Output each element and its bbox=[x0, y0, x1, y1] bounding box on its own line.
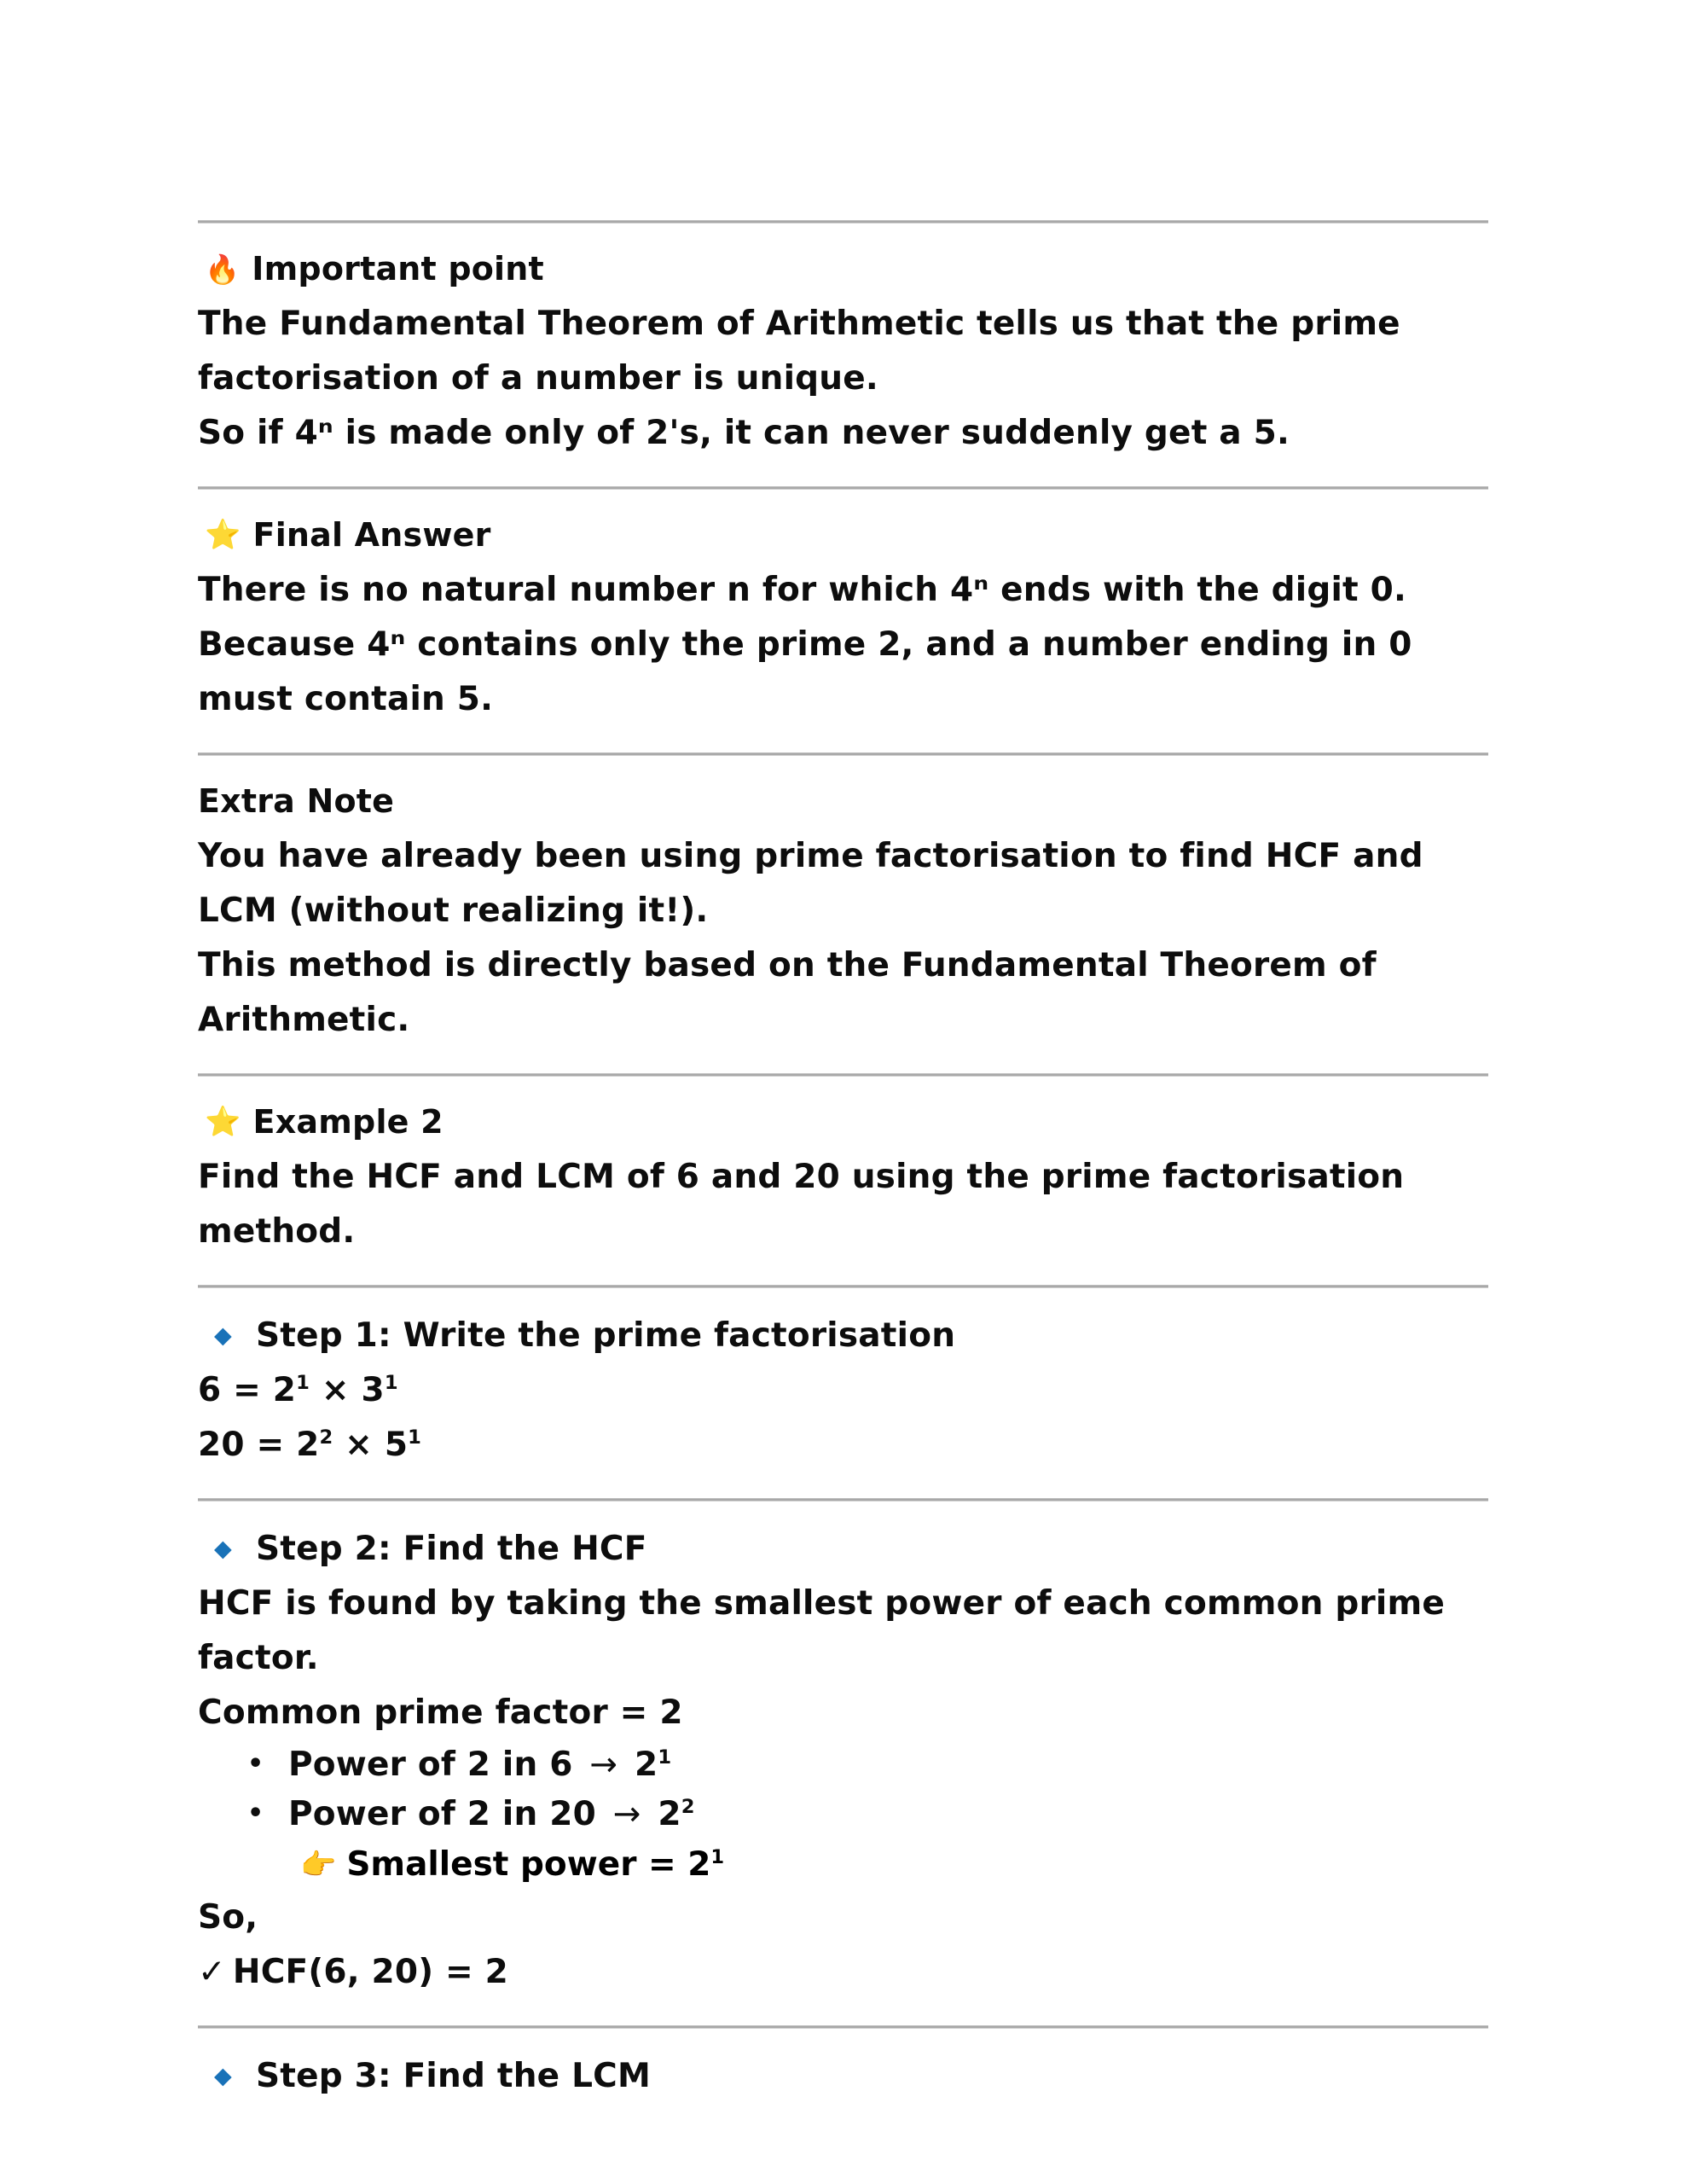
section-final-answer bbox=[198, 490, 1488, 752]
step-3-heading bbox=[198, 2053, 1488, 2100]
section-extra-note bbox=[198, 756, 1488, 1073]
paragraph-no-natural-number: There is no natural number n for which 4ⁿ ends with the digit 0. bbox=[198, 571, 1407, 609]
page-content bbox=[198, 220, 1488, 2129]
paragraph-method-based-on: This method is directly based on the Fundamental Theorem of Arithmetic. bbox=[198, 946, 1377, 1039]
math-exponent: 1 bbox=[710, 1846, 725, 1868]
text-after-arrow: 2 bbox=[623, 1745, 658, 1784]
math-line-6-factorisation bbox=[198, 1363, 1488, 1418]
dot-bullet-icon: • bbox=[247, 1798, 264, 1828]
diamond-bullet-icon: ◆ bbox=[214, 2063, 232, 2089]
check-mark-icon: ✓ bbox=[198, 1953, 226, 1991]
step-3-label: Step 3: Find the LCM bbox=[256, 2057, 651, 2095]
callout-label: Smallest power = 2 bbox=[346, 1845, 711, 1884]
text-before-arrow: Power of 2 in 6 bbox=[288, 1745, 585, 1784]
section-heading-label: Example 2 bbox=[252, 1103, 443, 1141]
star-emoji: ⭐ bbox=[205, 518, 241, 552]
math-exponent: 1 bbox=[384, 1372, 398, 1394]
section-heading-label: Important point bbox=[252, 250, 544, 288]
math-exponent: 1 bbox=[408, 1426, 422, 1449]
right-arrow-icon: → bbox=[612, 1795, 641, 1833]
conclusion-intro: So, bbox=[198, 1898, 258, 1937]
diamond-bullet-icon: ◆ bbox=[214, 1322, 232, 1349]
text-after-arrow: 2 bbox=[646, 1795, 681, 1833]
text-before-arrow: Power of 2 in 20 bbox=[288, 1795, 608, 1833]
paragraph-common-prime-factor: Common prime factor = 2 bbox=[198, 1693, 683, 1732]
fire-emoji: 🔥 bbox=[205, 252, 241, 286]
pointing-right-emoji: 👉 bbox=[300, 1848, 337, 1882]
step-2-label: Step 2: Find the HCF bbox=[256, 1530, 647, 1568]
paragraph-4n-no-five: So if 4ⁿ is made only of 2's, it can never suddenly get a 5. bbox=[198, 414, 1290, 452]
paragraph-example-question: Find the HCF and LCM of 6 and 20 using the prime factorisation method. bbox=[198, 1158, 1405, 1251]
star-emoji: ⭐ bbox=[205, 1105, 241, 1139]
step-2-heading bbox=[198, 1525, 1488, 1573]
section-heading-label: Extra Note bbox=[198, 782, 395, 820]
section-step-3 bbox=[198, 2029, 1488, 2129]
math-mid: × 5 bbox=[333, 1426, 409, 1464]
section-step-1 bbox=[198, 1288, 1488, 1498]
list-item-text bbox=[288, 1790, 695, 1839]
section-heading-example-2 bbox=[205, 1101, 1488, 1143]
list-item bbox=[198, 1740, 1488, 1790]
paragraph-theorem-unique: The Fundamental Theorem of Arithmetic tells us that the prime factorisation of a number is unique. bbox=[198, 305, 1400, 398]
step-1-label: Step 1: Write the prime factorisation bbox=[256, 1316, 956, 1355]
right-arrow-icon: → bbox=[589, 1745, 618, 1784]
section-example-2 bbox=[198, 1077, 1488, 1285]
dot-bullet-icon: • bbox=[247, 1749, 264, 1779]
smallest-power-callout bbox=[300, 1839, 1488, 1891]
step-2-sub-bullet-list bbox=[198, 1740, 1488, 1839]
math-exponent: 1 bbox=[658, 1746, 672, 1769]
paragraph-hcf-rule: HCF is found by taking the smallest power of each common prime factor. bbox=[198, 1584, 1445, 1677]
step-1-heading bbox=[198, 1312, 1488, 1360]
hcf-result-text: HCF(6, 20) = 2 bbox=[232, 1953, 509, 1991]
section-step-2 bbox=[198, 1502, 1488, 2025]
section-important-point bbox=[198, 224, 1488, 486]
diamond-bullet-icon: ◆ bbox=[214, 1536, 232, 1562]
section-heading-important-point bbox=[205, 247, 1488, 290]
section-heading-label: Final Answer bbox=[252, 516, 491, 554]
math-mid: × 3 bbox=[310, 1371, 385, 1409]
section-heading-final-answer bbox=[205, 514, 1488, 556]
list-item bbox=[198, 1790, 1488, 1839]
math-exponent: 1 bbox=[296, 1372, 310, 1394]
list-item-text bbox=[288, 1740, 671, 1790]
math-exponent: 2 bbox=[319, 1426, 333, 1449]
paragraph-already-using: You have already been using prime factorisation to find HCF and LCM (without realizing it!). bbox=[198, 837, 1423, 930]
paragraph-because-prime-two: Because 4ⁿ contains only the prime 2, and a number ending in 0 must contain 5. bbox=[198, 625, 1412, 718]
hcf-result-line bbox=[198, 1945, 1488, 2000]
math-base: 20 = 2 bbox=[198, 1426, 320, 1464]
smallest-power-text bbox=[346, 1839, 724, 1891]
math-exponent: 2 bbox=[681, 1796, 695, 1818]
math-line-20-factorisation bbox=[198, 1418, 1488, 1472]
section-heading-extra-note bbox=[198, 780, 1488, 822]
math-base: 6 = 2 bbox=[198, 1371, 297, 1409]
